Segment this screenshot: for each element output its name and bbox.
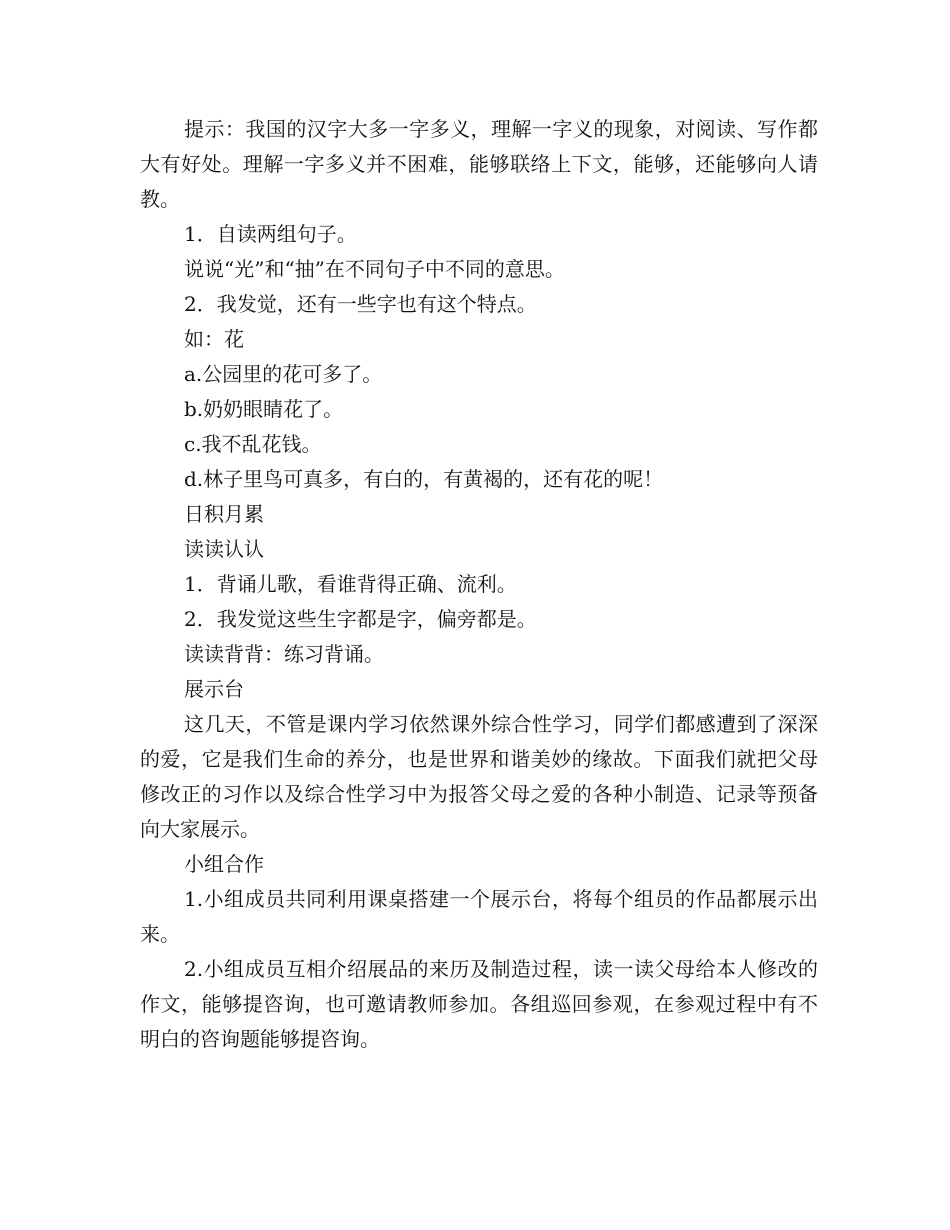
- paragraph-example-c: c.我不乱花钱。: [184, 432, 322, 456]
- paragraph-example-b: b.奶奶眼睛花了。: [184, 397, 344, 421]
- section-heading-read-recognize: 读读认认: [184, 537, 264, 561]
- paragraph-read-recite: 读读背背：练习背诵。: [184, 642, 384, 666]
- section-heading-showcase: 展示台: [184, 677, 244, 701]
- paragraph-example-a: a.公园里的花可多了。: [184, 362, 383, 386]
- section-heading-daily: 日积月累: [184, 502, 264, 526]
- paragraph-group-1: 1.小组成员共同利用课桌搭建一个展示台，将每个组员的作品都展示出来。: [140, 887, 818, 946]
- document-body: [140, 112, 818, 1057]
- paragraph-hint: 提示：我国的汉字大多一字多义，理解一字义的现象，对阅读、写作都大有好处。理解一字多义并不困难，能够联络上下文，能够，还能够向人请教。: [140, 117, 818, 211]
- paragraph-example-label: 如：花: [184, 327, 244, 351]
- paragraph-recite-2: 2．我发觉这些生字都是字，偏旁都是。: [184, 607, 537, 631]
- paragraph-showcase-intro: 这几天，不管是课内学习依然课外综合性学习，同学们都感遭到了深深的爱，它是我们生命的养分，也是世界和谐美妙的缘故。下面我们就把父母修改正的习作以及综合性学习中为报答父母之爱的各种小制造、记录等预备向大家展示。: [140, 712, 818, 841]
- paragraph-explain: 说说“光”和“抽”在不同句子中不同的意思。: [184, 257, 565, 281]
- paragraph-example-d: d.林子里鸟可真多，有白的，有黄褐的，还有花的呢！: [184, 467, 664, 491]
- paragraph-item-2: 2．我发觉，还有一些字也有这个特点。: [184, 292, 537, 316]
- paragraph-item-1: 1．自读两组句子。: [184, 222, 357, 246]
- paragraph-group-2: 2.小组成员互相介绍展品的来历及制造过程，读一读父母给本人修改的作文，能够提咨询，也可邀请教师参加。各组巡回参观，在参观过程中有不明白的咨询题能够提咨询。: [140, 957, 818, 1051]
- paragraph-recite-1: 1．背诵儿歌，看谁背得正确、流利。: [184, 572, 517, 596]
- section-heading-group-work: 小组合作: [184, 852, 264, 876]
